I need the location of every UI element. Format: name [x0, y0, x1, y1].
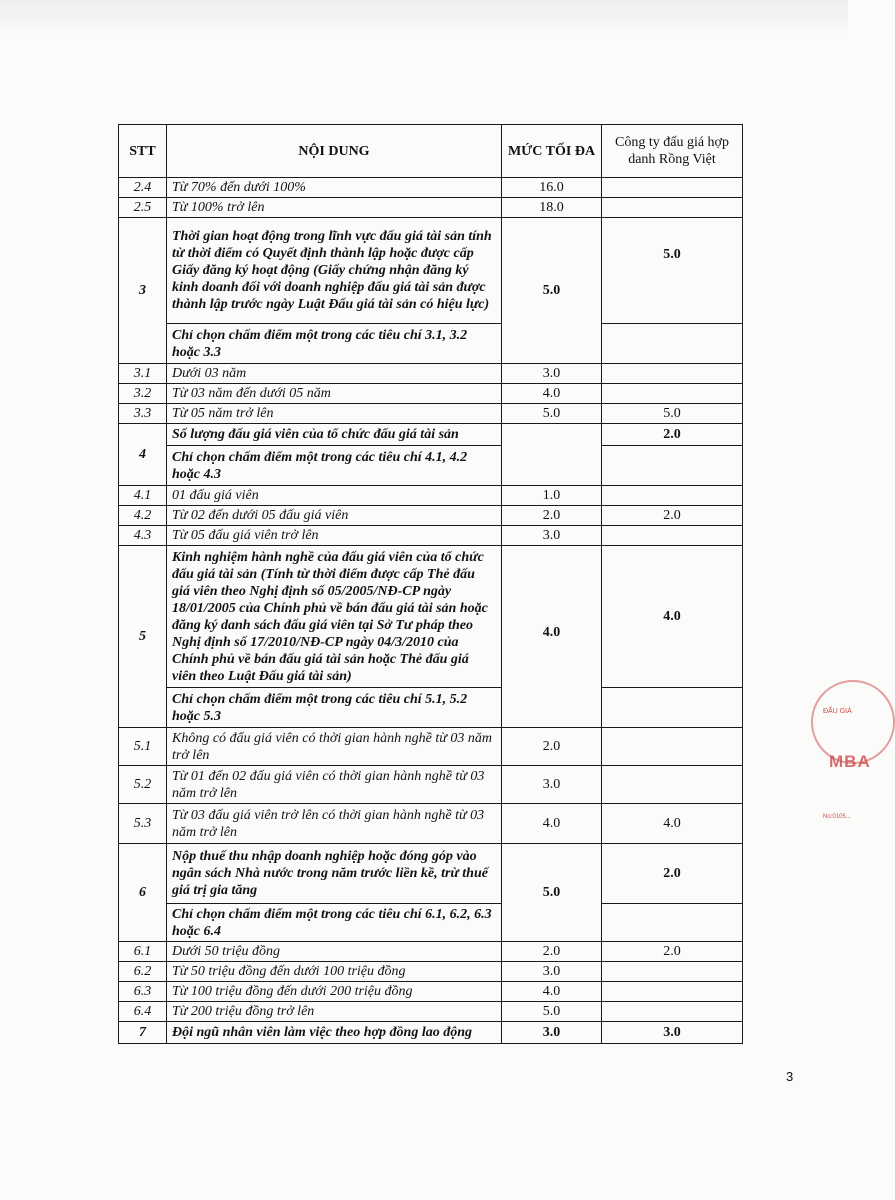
- table-row: [119, 962, 743, 982]
- header-content: NỘI DUNG: [167, 125, 502, 178]
- row-stt: 4.3: [119, 526, 167, 546]
- row-stt: 6.3: [119, 982, 167, 1002]
- row-score: 2.0: [602, 844, 743, 904]
- scan-noise-top: [0, 0, 848, 40]
- row-max: 4.0: [502, 982, 602, 1002]
- stamp-text-top: ĐẤU GIÁ: [823, 708, 852, 715]
- row-content: Dưới 50 triệu đồng: [167, 942, 502, 962]
- table-row: [119, 506, 743, 526]
- row-stt: 6.4: [119, 1002, 167, 1022]
- row-score: 2.0: [602, 942, 743, 962]
- row-score: 2.0: [602, 424, 743, 446]
- row-score: [602, 982, 743, 1002]
- row-max: 2.0: [502, 942, 602, 962]
- row-stt: 5.1: [119, 728, 167, 766]
- row-content: Từ 70% đến dưới 100%: [167, 178, 502, 198]
- row-content: Từ 03 đấu giá viên trở lên có thời gian hành nghề từ 03 năm trở lên: [167, 804, 502, 844]
- row-content: 01 đấu giá viên: [167, 486, 502, 506]
- row-score: [602, 446, 743, 486]
- row-score: [602, 766, 743, 804]
- header-max: MỨC TỐI ĐA: [502, 125, 602, 178]
- row-max: 2.0: [502, 728, 602, 766]
- row-score: 5.0: [602, 404, 743, 424]
- table-row: [119, 324, 743, 364]
- row-score: [602, 364, 743, 384]
- row-max: 3.0: [502, 962, 602, 982]
- stamp-text-bottom: No:0105...: [823, 814, 851, 820]
- row-score: [602, 324, 743, 364]
- row-stt: 5.3: [119, 804, 167, 844]
- table-row: [119, 546, 743, 688]
- row-content: Nộp thuế thu nhập doanh nghiệp hoặc đóng góp vào ngân sách Nhà nước trong năm trước liền kề, trừ thuế giá trị gia tăng: [167, 844, 502, 904]
- company-stamp: [805, 680, 871, 830]
- stamp-text-mid: MBA: [829, 752, 871, 771]
- table-row: [119, 728, 743, 766]
- header-stt: STT: [119, 125, 167, 178]
- row-max: 3.0: [502, 364, 602, 384]
- row-note: Chỉ chọn chấm điểm một trong các tiêu chí 3.1, 3.2 hoặc 3.3: [167, 324, 502, 364]
- table-row: [119, 364, 743, 384]
- row-max: 2.0: [502, 506, 602, 526]
- table-row: [119, 942, 743, 962]
- row-max: 5.0: [502, 404, 602, 424]
- row-stt: 4: [119, 424, 167, 486]
- row-score: [602, 384, 743, 404]
- row-content: Đội ngũ nhân viên làm việc theo hợp đồng lao động: [167, 1022, 502, 1044]
- row-max: 3.0: [502, 526, 602, 546]
- row-max: 5.0: [502, 844, 602, 942]
- row-content: Không có đấu giá viên có thời gian hành nghề từ 03 năm trở lên: [167, 728, 502, 766]
- row-score: [602, 728, 743, 766]
- row-content: Thời gian hoạt động trong lĩnh vực đấu giá tài sản tính từ thời điểm có Quyết định thành lập hoặc được cấp Giấy đăng ký hoạt động (Giấy chứng nhận đăng ký kinh doanh đối với doanh nghiệp đấu giá tài sản được thành lập trước ngày Luật Đấu giá tài sản có hiệu lực): [167, 218, 502, 324]
- row-note: Chỉ chọn chấm điểm một trong các tiêu chí 5.1, 5.2 hoặc 5.3: [167, 688, 502, 728]
- row-max: 18.0: [502, 198, 602, 218]
- row-score: [602, 904, 743, 942]
- row-score: [602, 688, 743, 728]
- row-stt: 3.1: [119, 364, 167, 384]
- row-max: 5.0: [502, 218, 602, 364]
- row-content: Từ 05 đấu giá viên trở lên: [167, 526, 502, 546]
- row-stt: 5: [119, 546, 167, 728]
- row-content: Từ 02 đến dưới 05 đấu giá viên: [167, 506, 502, 526]
- table-row: [119, 486, 743, 506]
- table-row: [119, 446, 743, 486]
- table-row: [119, 688, 743, 728]
- row-stt: 4.1: [119, 486, 167, 506]
- header-company: Công ty đấu giá hợp danh Rồng Việt: [602, 125, 743, 178]
- table-row: [119, 904, 743, 942]
- row-content: Từ 03 năm đến dưới 05 năm: [167, 384, 502, 404]
- row-score: 2.0: [602, 506, 743, 526]
- row-score: [602, 962, 743, 982]
- row-content: Dưới 03 năm: [167, 364, 502, 384]
- row-content: Từ 01 đến 02 đấu giá viên có thời gian hành nghề từ 03 năm trở lên: [167, 766, 502, 804]
- row-stt: 4.2: [119, 506, 167, 526]
- row-max: 4.0: [502, 804, 602, 844]
- row-stt: 3.3: [119, 404, 167, 424]
- row-stt: 6.1: [119, 942, 167, 962]
- row-stt: 7: [119, 1022, 167, 1044]
- row-score: 4.0: [602, 546, 743, 688]
- row-stt: 2.4: [119, 178, 167, 198]
- row-max: 3.0: [502, 1022, 602, 1044]
- table-row: [119, 404, 743, 424]
- page-number: 3: [786, 1069, 794, 1084]
- row-content: Số lượng đấu giá viên của tổ chức đấu giá tài sản: [167, 424, 502, 446]
- table-row: [119, 804, 743, 844]
- table-row: [119, 424, 743, 446]
- table-row: [119, 526, 743, 546]
- table-row: [119, 198, 743, 218]
- row-stt: 5.2: [119, 766, 167, 804]
- row-content: Từ 50 triệu đồng đến dưới 100 triệu đồng: [167, 962, 502, 982]
- row-score: 5.0: [602, 218, 743, 324]
- table-row: [119, 1002, 743, 1022]
- row-max: 16.0: [502, 178, 602, 198]
- table-row: [119, 766, 743, 804]
- row-content: Từ 200 triệu đồng trở lên: [167, 1002, 502, 1022]
- criteria-table: [118, 124, 743, 1044]
- table-row: [119, 844, 743, 904]
- row-stt: 3: [119, 218, 167, 364]
- row-score: [602, 178, 743, 198]
- row-stt: 2.5: [119, 198, 167, 218]
- table-header-row: [119, 125, 743, 178]
- row-note: Chỉ chọn chấm điểm một trong các tiêu chí 4.1, 4.2 hoặc 4.3: [167, 446, 502, 486]
- row-max: 4.0: [502, 384, 602, 404]
- row-score: 3.0: [602, 1022, 743, 1044]
- row-note: Chỉ chọn chấm điểm một trong các tiêu chí 6.1, 6.2, 6.3 hoặc 6.4: [167, 904, 502, 942]
- table-row: [119, 384, 743, 404]
- table-row: [119, 982, 743, 1002]
- row-score: [602, 198, 743, 218]
- table-row: [119, 178, 743, 198]
- table-row: [119, 1022, 743, 1044]
- row-content: Kinh nghiệm hành nghề của đấu giá viên của tổ chức đấu giá tài sản (Tính từ thời điểm được cấp Thẻ đấu giá viên theo Nghị định số 05/2005/NĐ-CP ngày 18/01/2005 của Chính phủ về bán đấu giá tài sản hoặc đăng ký danh sách đấu giá viên tại Sở Tư pháp theo Nghị định số 17/2010/NĐ-CP ngày 04/3/2010 của Chính phủ về bán đấu giá tài sản hoặc Thẻ đấu giá viên theo Luật Đấu giá tài sản): [167, 546, 502, 688]
- row-score: [602, 486, 743, 506]
- table-row: [119, 218, 743, 324]
- row-score: [602, 526, 743, 546]
- row-max: 5.0: [502, 1002, 602, 1022]
- row-content: Từ 05 năm trở lên: [167, 404, 502, 424]
- row-stt: 6.2: [119, 962, 167, 982]
- row-score: 4.0: [602, 804, 743, 844]
- row-max: [502, 424, 602, 486]
- row-content: Từ 100% trở lên: [167, 198, 502, 218]
- row-max: 4.0: [502, 546, 602, 728]
- row-stt: 6: [119, 844, 167, 942]
- row-max: 3.0: [502, 766, 602, 804]
- row-content: Từ 100 triệu đồng đến dưới 200 triệu đồng: [167, 982, 502, 1002]
- row-max: 1.0: [502, 486, 602, 506]
- row-score: [602, 1002, 743, 1022]
- row-stt: 3.2: [119, 384, 167, 404]
